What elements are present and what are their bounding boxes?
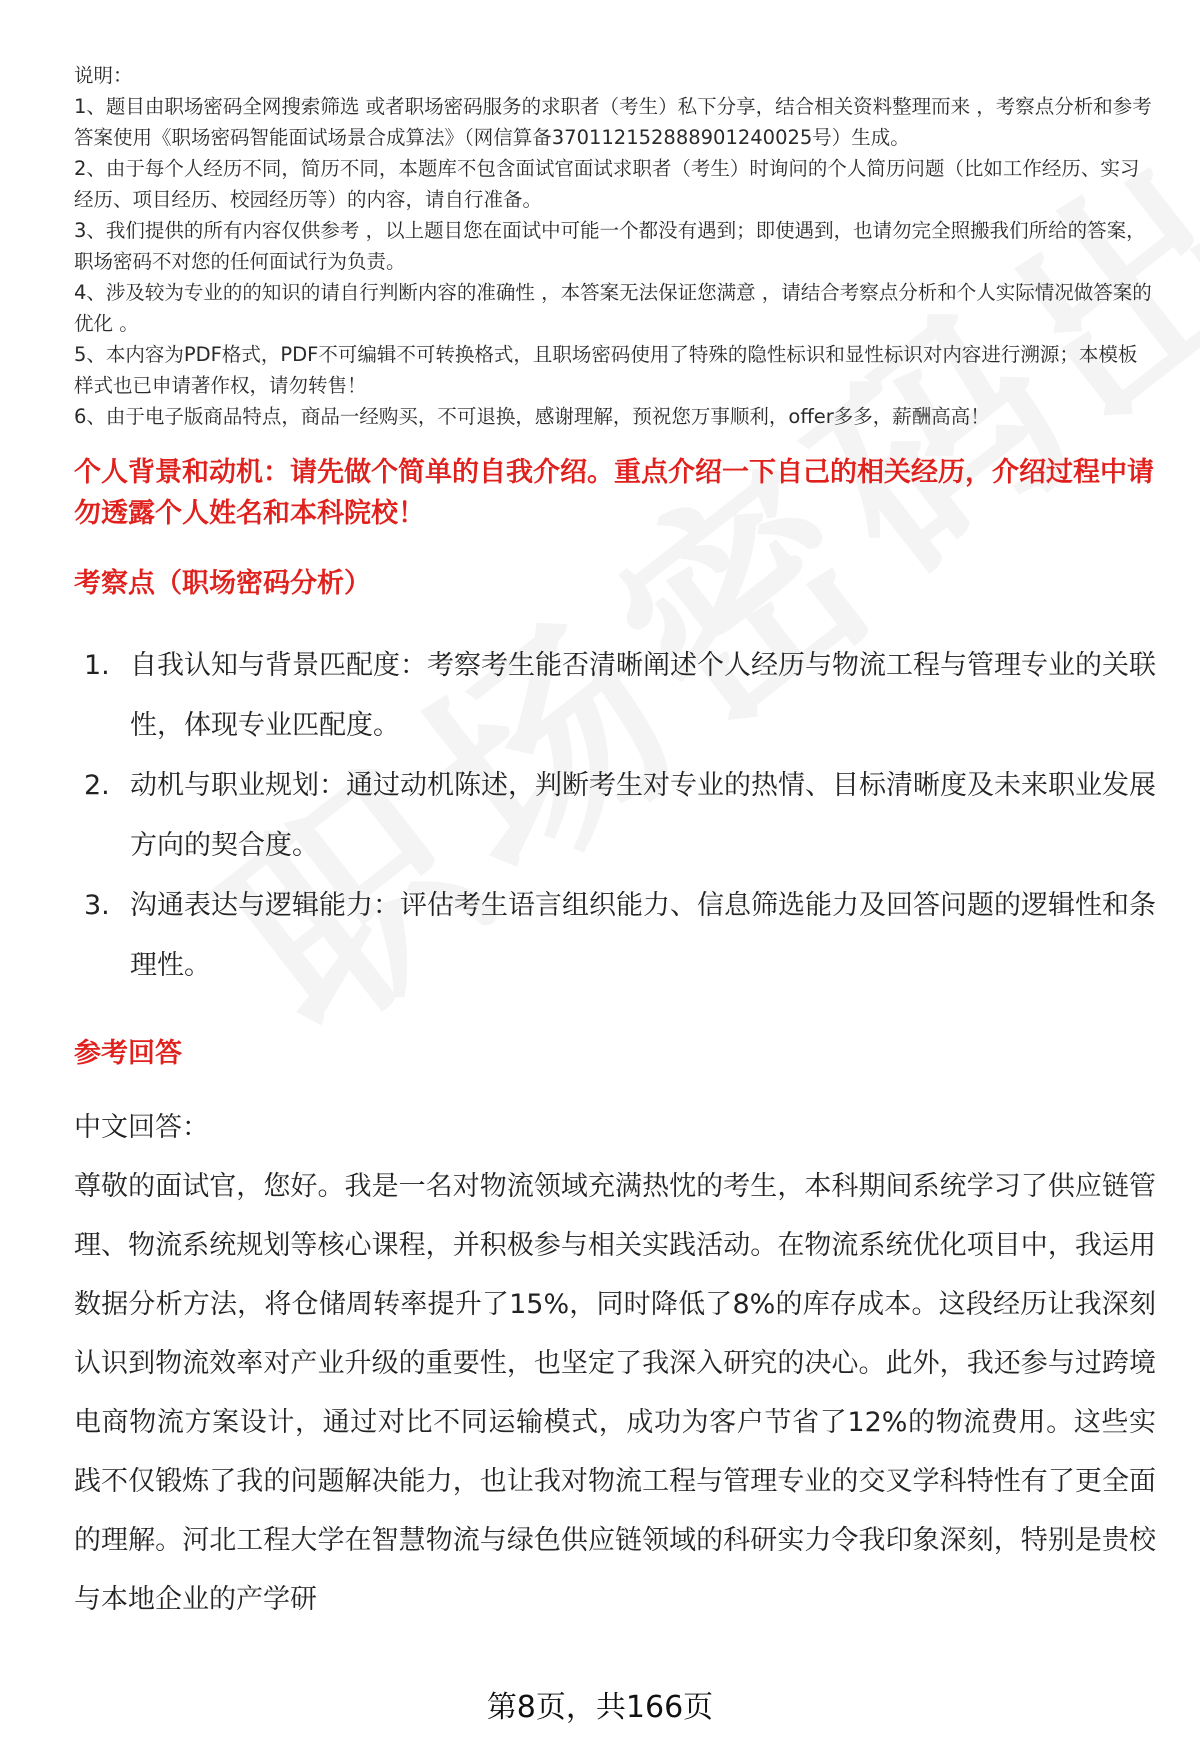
- answer-body: [74, 1098, 1156, 1629]
- notes-title: 说明：: [74, 64, 133, 87]
- point-text: 沟通表达与逻辑能力：评估考生语言组织能力、信息筛选能力及回答问题的逻辑性和条理性。: [130, 890, 1156, 981]
- points-list: [74, 636, 1156, 996]
- note-item: 3、我们提供的所有内容仅供参考 ，以上题目您在面试中可能一个都没有遇到；即使遇到，也请勿完全照搬我们所给的答案，职场密码不对您的任何面试行为负责。: [74, 219, 1146, 273]
- note-item: 4、涉及较为专业的的知识的请自行判断内容的准确性 ，本答案无法保证您满意 ，请结合考察点分析和个人实际情况做答案的优化 。: [74, 281, 1152, 335]
- point-item: [74, 876, 1156, 996]
- page-footer: 第8页，共166页: [486, 1690, 714, 1725]
- answer-heading: 参考回答: [74, 1038, 182, 1069]
- point-text: 动机与职业规划：通过动机陈述，判断考生对专业的热情、目标清晰度及未来职业发展方向的契合度。: [130, 770, 1156, 861]
- point-number: 2.: [84, 770, 110, 801]
- points-heading: 考察点（职场密码分析）: [74, 568, 371, 599]
- point-number: 3.: [84, 890, 110, 921]
- point-item: [74, 756, 1156, 876]
- note-item: 6、由于电子版商品特点，商品一经购买，不可退换，感谢理解，预祝您万事顺利，offer多多，薪酬高高！: [74, 405, 990, 428]
- interview-question: 个人背景和动机：请先做个简单的自我介绍。重点介绍一下自己的相关经历，介绍过程中请勿透露个人姓名和本科院校！: [74, 457, 1154, 529]
- note-item: 1、题目由职场密码全网搜索筛选 或者职场密码服务的求职者（考生）私下分享，结合相关资料整理而来 ，考察点分析和参考答案使用《职场密码智能面试场景合成算法》（网信算备370112152888901240025号）生成。: [74, 95, 1152, 149]
- answer-text: 尊敬的面试官，您好。我是一名对物流领域充满热忱的考生，本科期间系统学习了供应链管理、物流系统规划等核心课程，并积极参与相关实践活动。在物流系统优化项目中，我运用数据分析方法，将仓储周转率提升了15%，同时降低了8%的库存成本。这段经历让我深刻认识到物流效率对产业升级的重要性，也坚定了我深入研究的决心。此外，我还参与过跨境电商物流方案设计，通过对比不同运输模式，成功为客户节省了12%的物流费用。这些实践不仅锻炼了我的问题解决能力，也让我对物流工程与管理专业的交叉学科特性有了更全面的理解。河北工程大学在智慧物流与绿色供应链领域的科研实力令我印象深刻，特别是贵校与本地企业的产学研: [74, 1171, 1156, 1615]
- point-item: [74, 636, 1156, 756]
- notes-section: [74, 60, 1156, 432]
- point-text: 自我认知与背景匹配度：考察考生能否清晰阐述个人经历与物流工程与管理专业的关联性，体现专业匹配度。: [130, 650, 1156, 741]
- answer-label: 中文回答：: [74, 1112, 209, 1143]
- point-number: 1.: [84, 650, 110, 681]
- note-item: 5、本内容为PDF格式，PDF不可编辑不可转换格式，且职场密码使用了特殊的隐性标识和显性标识对内容进行溯源；本模板样式也已申请著作权，请勿转售！: [74, 343, 1138, 397]
- note-item: 2、由于每个人经历不同，简历不同，本题库不包含面试官面试求职者（考生）时询问的个人简历问题（比如工作经历、实习经历、项目经历、校园经历等）的内容，请自行准备。: [74, 157, 1140, 211]
- document-page: [74, 60, 1156, 1629]
